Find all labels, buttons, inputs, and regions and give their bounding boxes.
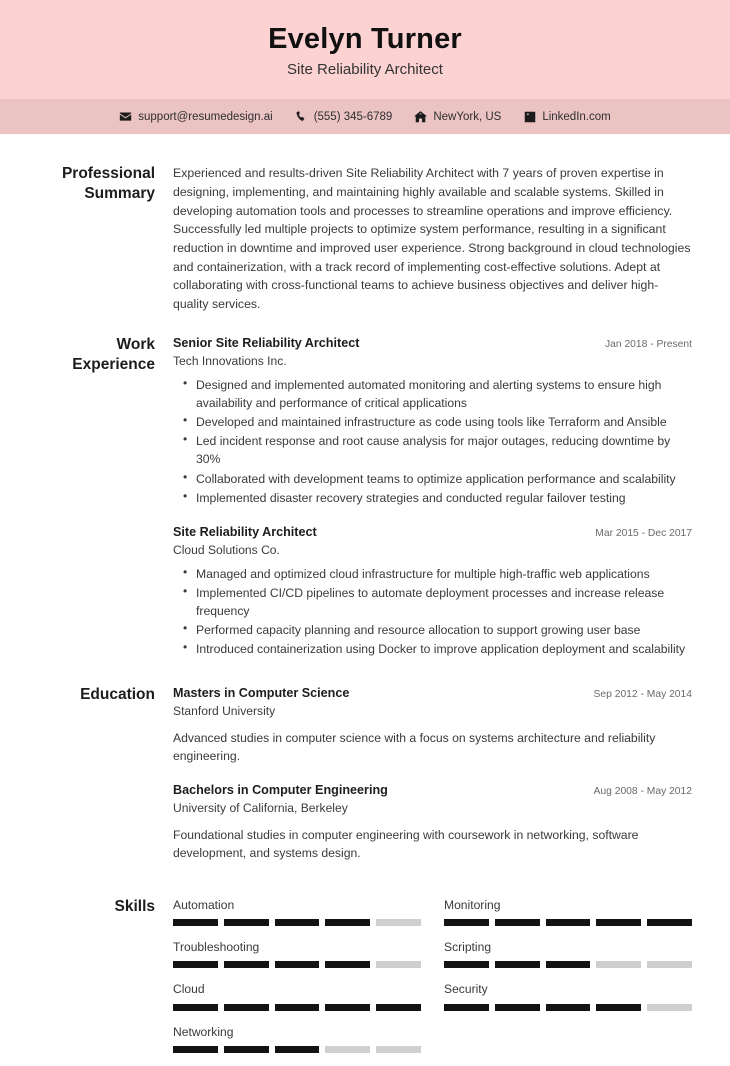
skill-level-bar	[173, 1046, 421, 1053]
skill-name: Monitoring	[444, 897, 501, 912]
skill-name: Networking	[173, 1024, 234, 1039]
skill-item	[173, 897, 421, 939]
experience-bullet: • Led incident response and root cause analysis for major outages, reducing downtime by 30%	[196, 432, 692, 468]
education-description: Foundational studies in computer engineering with coursework in networking, software development, and systems design.	[173, 828, 639, 861]
skill-level-bar	[173, 961, 421, 968]
resume-header	[0, 0, 730, 99]
experience-entry	[173, 524, 692, 659]
education-date-range: Aug 2008 - May 2012	[593, 786, 692, 798]
skill-level-segment	[495, 1004, 540, 1011]
contact-bar	[0, 99, 730, 134]
skill-level-segment	[546, 1004, 591, 1011]
skill-level-segment	[224, 919, 269, 926]
skill-item	[444, 897, 692, 939]
skill-level-segment	[275, 961, 320, 968]
experience-bullet: • Implemented disaster recovery strategies and conducted regular failover testing	[196, 489, 692, 507]
skill-level-segment	[546, 961, 591, 968]
skill-level-segment	[596, 1004, 641, 1011]
candidate-name: Evelyn Turner	[268, 23, 462, 55]
contact-item-home[interactable]	[414, 110, 501, 123]
contact-text: LinkedIn.com	[542, 110, 611, 123]
summary-text: Experienced and results-driven Site Reliability Architect with 7 years of proven expertise in designing, implementing, and maintaining highly available and scalable systems. Skilled in developing automation tools and processes to streamline operations and improve efficiency. Successfully led multiple projects to optimize system performance, resulting in a significant reduction in downtime and improved user experience. Strong background in cloud technologies and containerization, with a track record of implementing cost-effective solutions. Adept at collaborating with cross-functional teams to achieve business objectives and deliver high-quality services.	[173, 166, 691, 312]
skill-level-segment	[647, 1004, 692, 1011]
skill-level-segment	[596, 919, 641, 926]
experience-bullet-list	[173, 565, 692, 659]
experience-entry	[173, 335, 692, 507]
experience-bullet: • Managed and optimized cloud infrastructure for multiple high-traffic web applications	[196, 565, 692, 583]
experience-entry-header	[173, 335, 692, 352]
experience-bullet: • Performed capacity planning and resource allocation to support growing user base	[196, 621, 692, 639]
skill-name: Troubleshooting	[173, 939, 260, 954]
skill-level-segment	[376, 961, 421, 968]
skill-level-segment	[224, 1046, 269, 1053]
contact-item-envelope[interactable]	[119, 110, 272, 123]
skill-level-bar	[173, 1004, 421, 1011]
experience-role: Senior Site Reliability Architect	[173, 335, 360, 350]
experience-entry-header	[173, 524, 692, 541]
experience-body	[173, 335, 692, 663]
experience-bullet: • Collaborated with development teams to optimize application performance and scalability	[196, 470, 692, 488]
skill-level-segment	[647, 919, 692, 926]
education-entry	[173, 782, 692, 863]
skill-level-segment	[325, 1046, 370, 1053]
education-school: University of California, Berkeley	[173, 801, 348, 816]
education-entry-header	[173, 782, 692, 799]
contact-item-linkedin[interactable]	[523, 110, 610, 123]
phone-icon	[295, 110, 308, 123]
contact-text: (555) 345-6789	[313, 110, 393, 123]
skill-level-segment	[224, 1004, 269, 1011]
experience-bullet: • Implemented CI/CD pipelines to automate deployment processes and increase release frequency	[196, 584, 692, 620]
experience-bullet: • Developed and maintained infrastructure as code using tools like Terraform and Ansible	[196, 413, 692, 431]
education-degree: Bachelors in Computer Engineering	[173, 783, 388, 798]
skill-item	[173, 1024, 421, 1066]
experience-date-range: Mar 2015 - Dec 2017	[595, 527, 692, 539]
section-label-skills: Skills	[114, 897, 155, 915]
skill-level-segment	[325, 1004, 370, 1011]
skill-level-segment	[173, 961, 218, 968]
education-description: Advanced studies in computer science with a focus on systems architecture and reliability engineering.	[173, 730, 656, 763]
education-entry	[173, 685, 692, 766]
skill-name: Security	[444, 982, 488, 997]
candidate-job-title: Site Reliability Architect	[287, 61, 443, 79]
experience-date-range: Jan 2018 - Present	[604, 338, 692, 350]
skill-name: Scripting	[444, 939, 492, 954]
section-skills	[38, 897, 692, 1066]
skill-level-segment	[224, 961, 269, 968]
contact-item-phone[interactable]	[295, 110, 393, 123]
experience-bullet: • Designed and implemented automated monitoring and alerting systems to ensure high availability and performance of critical applications	[196, 376, 692, 412]
skill-level-segment	[173, 1046, 218, 1053]
section-label-education: Education	[80, 685, 155, 703]
skill-level-segment	[275, 1004, 320, 1011]
contact-text: NewYork, US	[433, 110, 502, 123]
section-label-experience: Work Experience	[72, 335, 155, 373]
skill-level-segment	[444, 919, 489, 926]
skill-level-segment	[325, 961, 370, 968]
education-body	[173, 685, 692, 867]
education-date-range: Sep 2012 - May 2014	[593, 688, 692, 700]
skill-level-segment	[376, 1004, 421, 1011]
skill-level-segment	[173, 1004, 218, 1011]
experience-role: Site Reliability Architect	[173, 524, 317, 539]
skill-level-bar	[444, 919, 692, 926]
skill-level-segment	[596, 961, 641, 968]
education-degree: Masters in Computer Science	[173, 685, 350, 700]
experience-company: Cloud Solutions Co.	[173, 542, 280, 557]
skill-level-bar	[444, 1004, 692, 1011]
summary-body	[173, 164, 692, 314]
skill-level-segment	[325, 919, 370, 926]
skill-level-bar	[444, 961, 692, 968]
contact-text: support@resumedesign.ai	[138, 110, 273, 123]
section-work-experience	[38, 335, 692, 663]
skill-name: Cloud	[173, 982, 205, 997]
skill-item	[444, 981, 692, 1023]
section-education	[38, 685, 692, 867]
skills-body	[173, 897, 692, 1066]
home-icon	[414, 110, 427, 123]
experience-bullet: • Introduced containerization using Docker to improve application deployment and scalability	[196, 640, 692, 658]
education-entry-header	[173, 685, 692, 702]
education-school: Stanford University	[173, 703, 276, 718]
skill-level-segment	[444, 1004, 489, 1011]
skill-level-bar	[173, 919, 421, 926]
skills-grid	[173, 897, 692, 1066]
skill-item	[173, 939, 421, 981]
experience-bullet-list	[173, 376, 692, 507]
skill-name: Automation	[173, 897, 235, 912]
skill-item	[173, 981, 421, 1023]
envelope-icon	[119, 110, 132, 123]
skill-level-segment	[495, 919, 540, 926]
skill-level-segment	[275, 919, 320, 926]
skill-item	[444, 939, 692, 981]
skill-level-segment	[495, 961, 540, 968]
linkedin-icon	[523, 110, 536, 123]
section-label-summary: Professional Summary	[61, 165, 155, 203]
skill-level-segment	[546, 919, 591, 926]
section-professional-summary	[38, 164, 692, 314]
skill-level-segment	[376, 919, 421, 926]
skill-level-segment	[647, 961, 692, 968]
skill-level-segment	[376, 1046, 421, 1053]
skill-level-segment	[444, 961, 489, 968]
resume-body	[0, 164, 730, 1066]
skill-level-segment	[275, 1046, 320, 1053]
experience-company: Tech Innovations Inc.	[173, 353, 287, 368]
skill-level-segment	[173, 919, 218, 926]
